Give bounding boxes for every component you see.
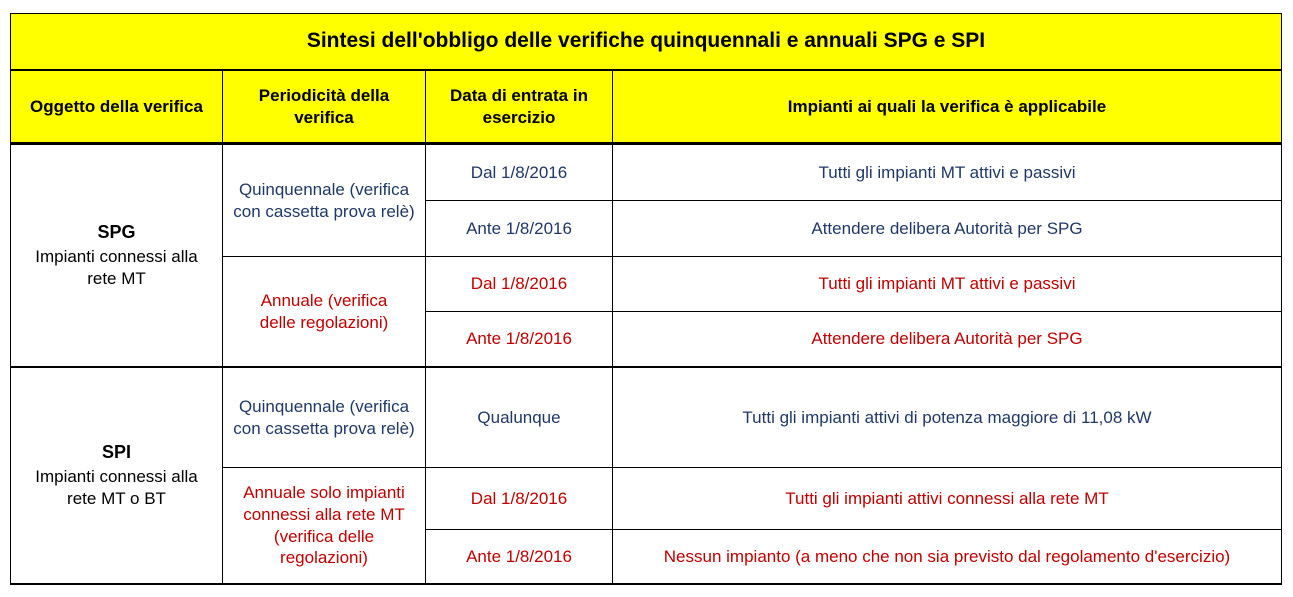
spi-annuale: Annuale solo impianti connessi alla rete MT (verifica delle regolazioni) — [223, 468, 426, 585]
spg-description: Impianti connessi alla rete MT — [35, 247, 198, 288]
table-title: Sintesi dell'obbligo delle verifiche quinquennali e annuali SPG e SPI — [10, 13, 1282, 71]
spg-row4-data: Ante 1/8/2016 — [426, 312, 613, 368]
spi-quinquennale: Quinquennale (verifica con cassetta prova relè) — [223, 368, 426, 468]
spi-row2-data: Dal 1/8/2016 — [426, 468, 613, 530]
header-oggetto: Oggetto della verifica — [10, 71, 223, 145]
spg-row4-impianti: Attendere delibera Autorità per SPG — [613, 312, 1282, 368]
header-periodicita: Periodicità della verifica — [223, 71, 426, 145]
spi-object-cell — [10, 368, 223, 585]
spi-label: SPI — [101, 442, 131, 463]
spi-row3-impianti: Nessun impianto (a meno che non sia previsto dal regolamento d'esercizio) — [613, 530, 1282, 585]
spi-row1-impianti: Tutti gli impianti attivi di potenza maggiore di 11,08 kW — [613, 368, 1282, 468]
spg-label: SPG — [97, 222, 136, 243]
spg-row3-impianti: Tutti gli impianti MT attivi e passivi — [613, 257, 1282, 312]
verification-summary-table — [10, 13, 1282, 585]
spg-row1-data: Dal 1/8/2016 — [426, 145, 613, 201]
spg-row3-data: Dal 1/8/2016 — [426, 257, 613, 312]
spg-object-cell — [10, 145, 223, 368]
spg-annuale: Annuale (verifica delle regolazioni) — [223, 257, 426, 368]
spg-row1-impianti: Tutti gli impianti MT attivi e passivi — [613, 145, 1282, 201]
spi-description: Impianti connessi alla rete MT o BT — [35, 467, 198, 508]
spg-quinquennale: Quinquennale (verifica con cassetta prova relè) — [223, 145, 426, 257]
spg-row2-impianti: Attendere delibera Autorità per SPG — [613, 201, 1282, 257]
spi-row1-data: Qualunque — [426, 368, 613, 468]
header-data: Data di entrata in esercizio — [426, 71, 613, 145]
spg-row2-data: Ante 1/8/2016 — [426, 201, 613, 257]
spi-row3-data: Ante 1/8/2016 — [426, 530, 613, 585]
spi-row2-impianti: Tutti gli impianti attivi connessi alla rete MT — [613, 468, 1282, 530]
header-impianti: Impianti ai quali la verifica è applicabile — [613, 71, 1282, 145]
